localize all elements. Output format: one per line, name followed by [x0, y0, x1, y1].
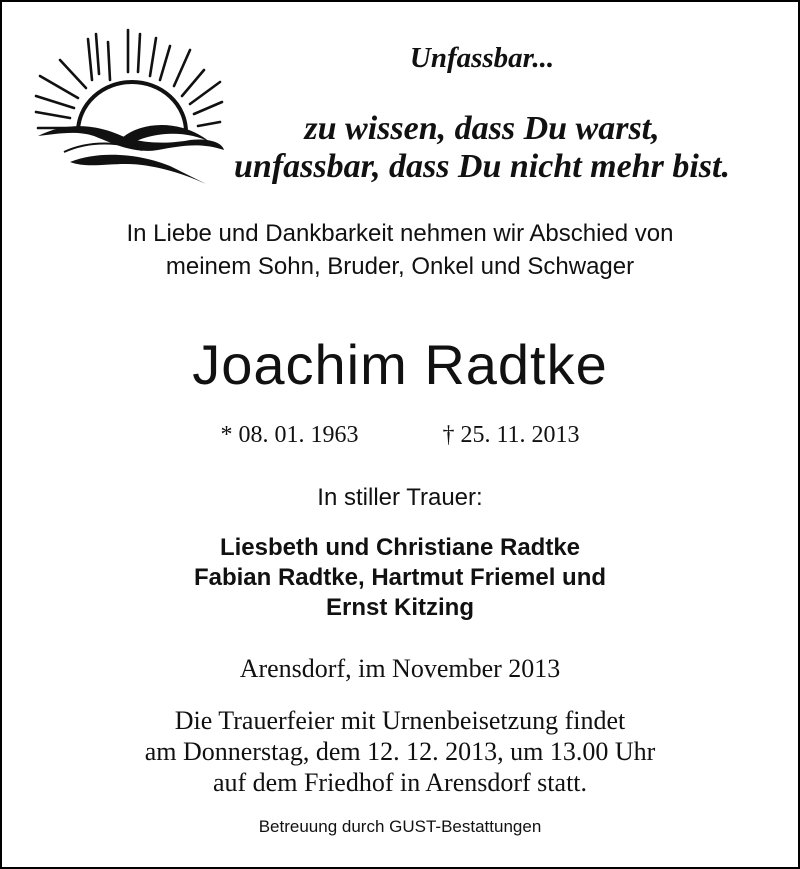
intro-line-2: meinem Sohn, Bruder, Onkel und Schwager: [165, 253, 635, 280]
death-date: † 25. 11. 2013: [442, 422, 580, 448]
ceremony-line-3: auf dem Friedhof in Arensdorf statt.: [212, 768, 588, 797]
ceremony-line-2: am Donnerstag, dem 12. 12. 2013, um 13.00 Uhr: [144, 737, 656, 766]
mourner-line-2: Fabian Radtke, Hartmut Friemel und: [193, 564, 607, 591]
quote-line-1: Unfassbar...: [409, 42, 555, 74]
sunset-icon: [30, 24, 226, 192]
birth-date: * 08. 01. 1963: [220, 422, 359, 448]
intro-line-1: In Liebe und Dankbarkeit nehmen wir Abschied von: [126, 220, 674, 247]
quote-line-2: zu wissen, dass Du warst,: [304, 110, 660, 147]
deceased-name: Joachim Radtke: [192, 333, 608, 396]
ceremony-line-1: Die Trauerfeier mit Urnenbeisetzung findet: [174, 706, 626, 735]
life-dates: [2, 422, 798, 449]
funeral-home-credit: Betreuung durch GUST-Bestattungen: [258, 817, 542, 836]
mourners-heading: In stiller Trauer:: [317, 484, 483, 511]
place-date: Arensdorf, im November 2013: [239, 654, 561, 683]
mourner-line-3: Ernst Kitzing: [326, 594, 474, 621]
quote-line-3: unfassbar, dass Du nicht mehr bist.: [234, 148, 730, 185]
mourner-line-1: Liesbeth und Christiane Radtke: [219, 534, 581, 561]
